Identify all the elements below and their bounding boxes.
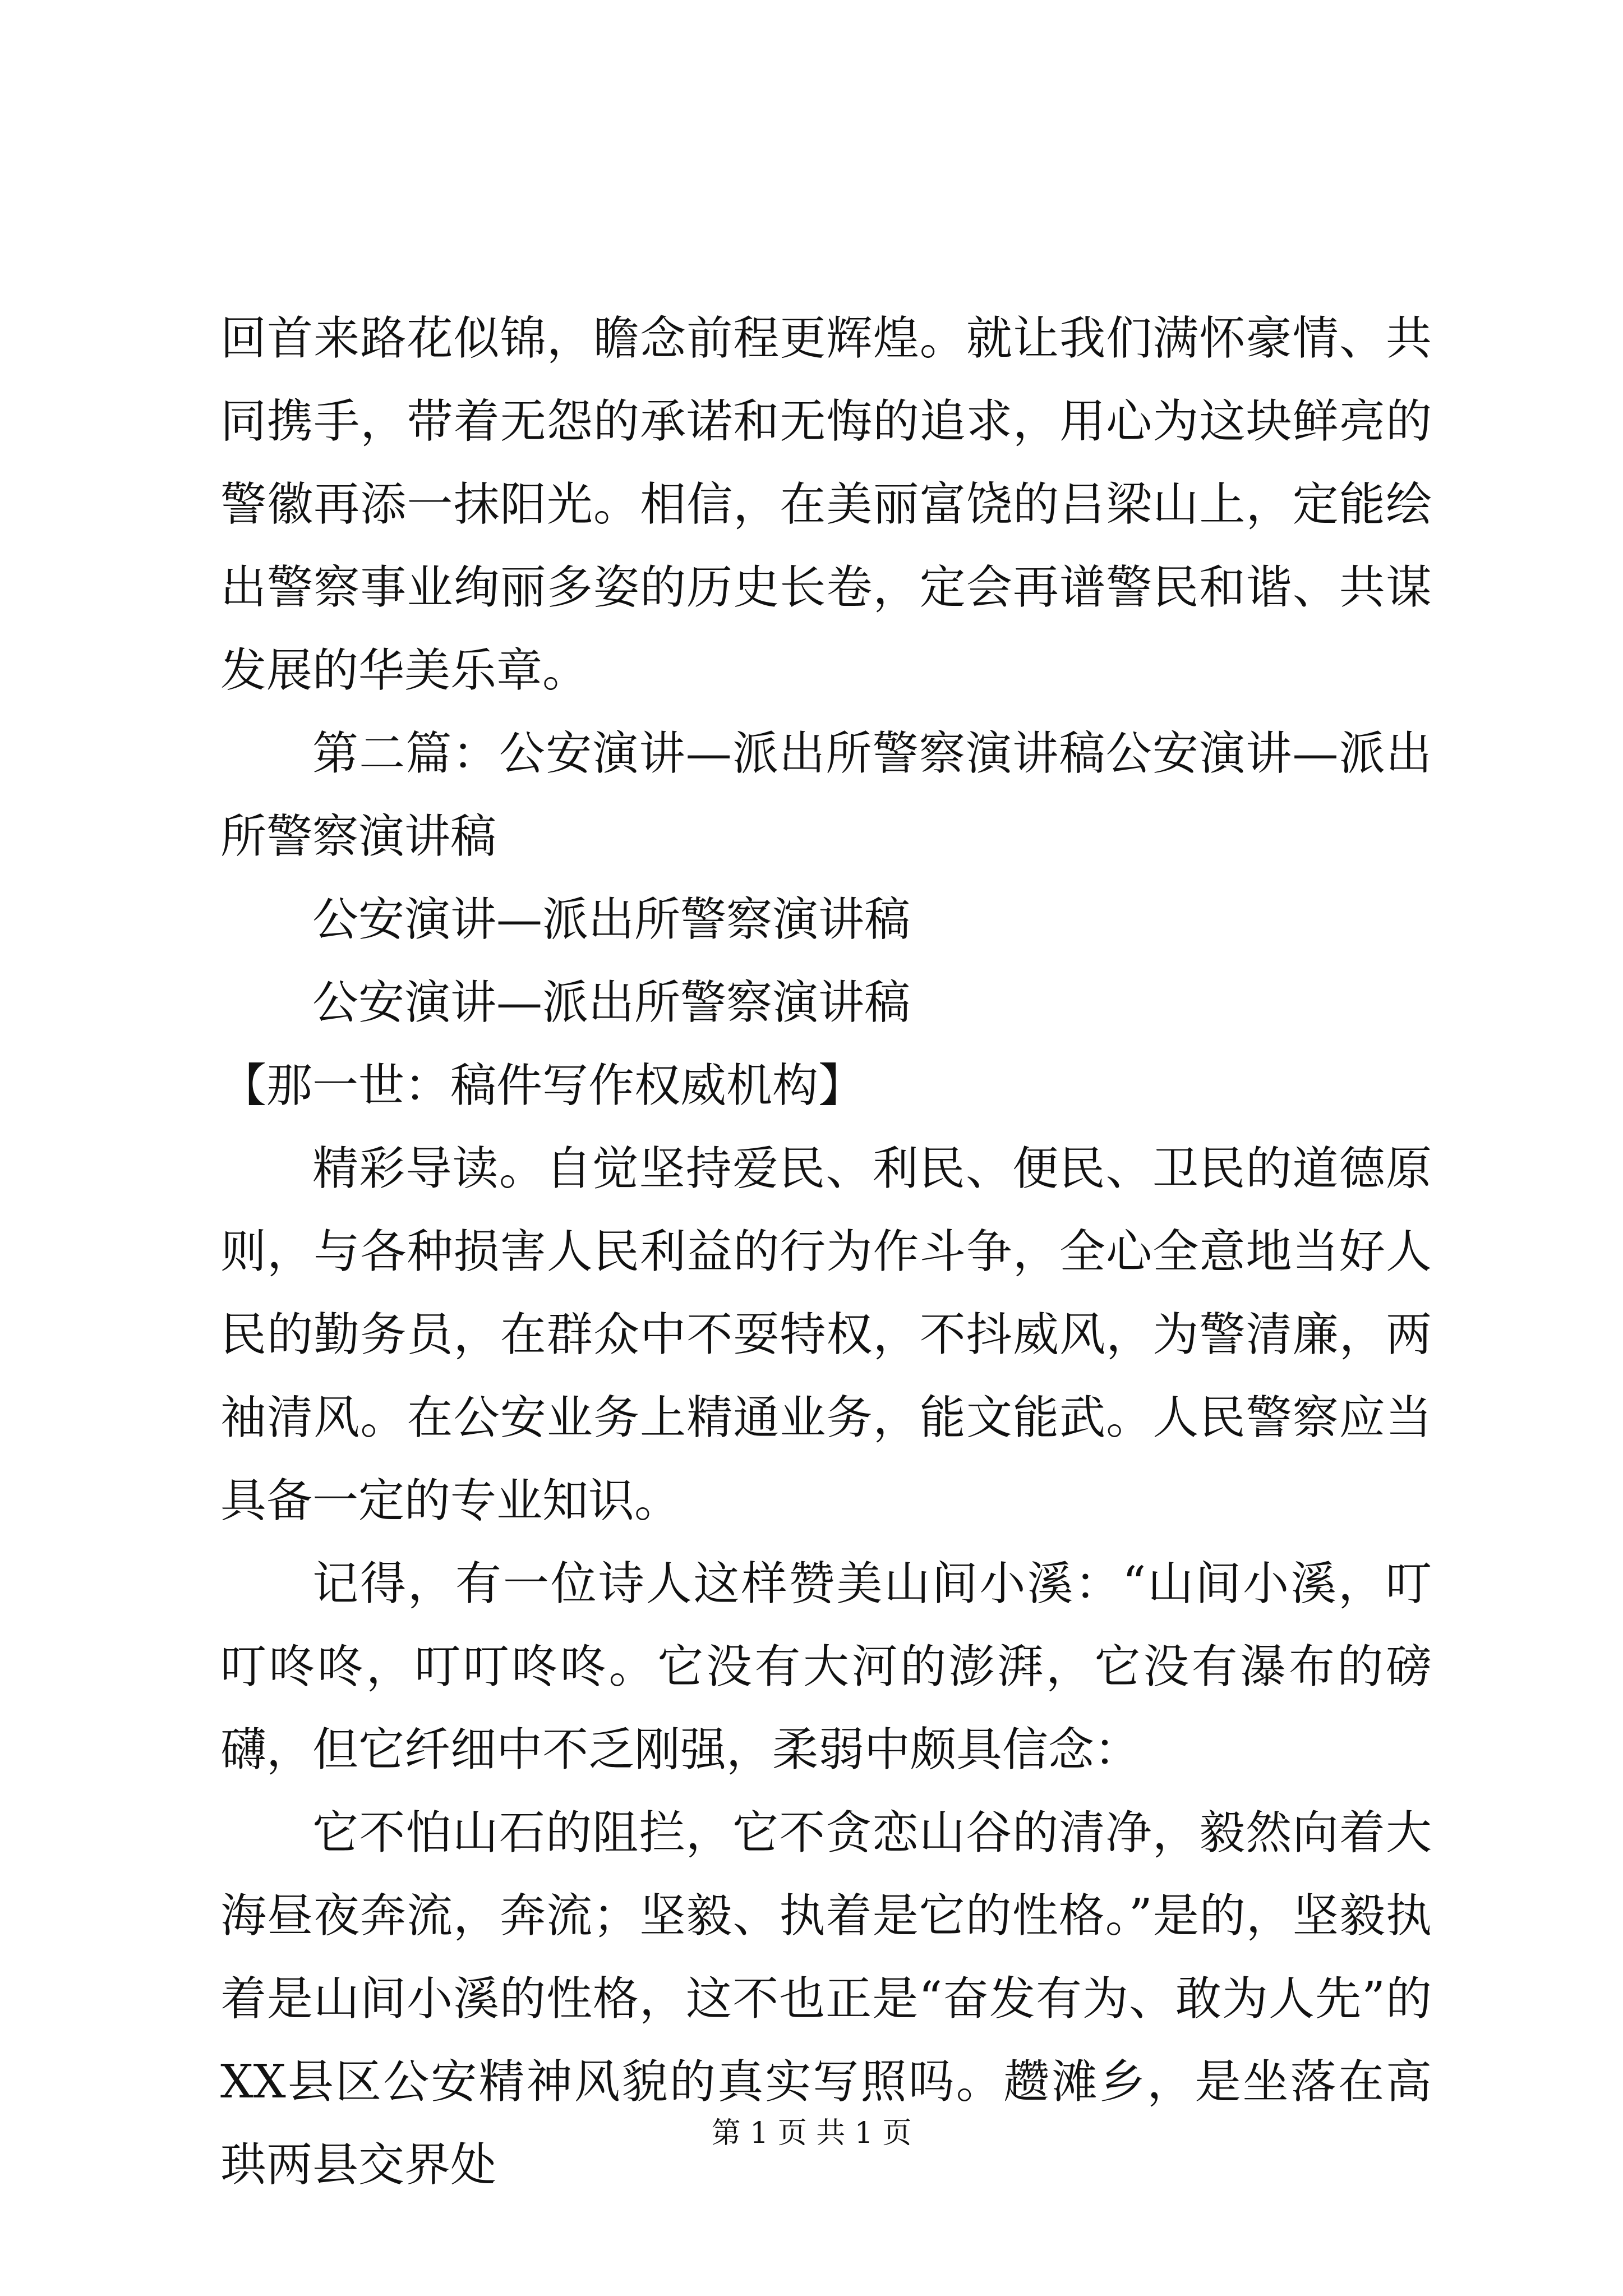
paragraph-body: 它不怕山石的阻拦，它不贪恋山谷的清净，毅然向着大海昼夜奔流，奔流；坚毅、执着是它的性格。”是的，坚毅执着是山间小溪的性格，这不也正是“奋发有为、敢为人先”的XX县区公安精神风貌的真实写照吗。趱滩乡，是坐落在高珙两县交界处: [220, 1806, 1432, 2192]
paragraph-intro: 精彩导读。自觉坚持爱民、利民、便民、卫民的道德原则，与各种损害人民利益的行为作斗争，全心全意地当好人民的勤务员，在群众中不耍特权，不抖威风，为警清廉，两袖清风。在公安业务上精通业务，能文能武。人民警察应当具备一定的专业知识。: [220, 1142, 1432, 1527]
page-number-footer: 第 1 页 共 1 页: [711, 2116, 912, 2150]
paragraph-source: 【那一世：稿件写作权威机构】: [220, 1059, 865, 1112]
paragraph-poem: 记得，有一位诗人这样赞美山间小溪：“山间小溪，叮叮咚咚，叮叮咚咚。它没有大河的澎湃，它没有瀑布的磅礴，但它纤细中不乏刚强，柔弱中颇具信念：: [220, 1557, 1432, 1777]
paragraph-closing: 回首来路花似锦，瞻念前程更辉煌。就让我们满怀豪情、共同携手，带着无怨的承诺和无悔的追求，用心为这块鲜亮的警徽再添一抹阳光。相信，在美丽富饶的吕梁山上，定能绘出警察事业绚丽多姿的历史长卷，定会再谱警民和谐、共谋发展的华美乐章。: [220, 312, 1432, 697]
paragraph-subtitle: 公安演讲—派出所警察演讲稿: [312, 893, 911, 946]
paragraph-subtitle-repeat: 公安演讲—派出所警察演讲稿: [312, 976, 911, 1029]
document-body: [220, 297, 1432, 2207]
paragraph-section-title: 第二篇：公安演讲—派出所警察演讲稿公安演讲—派出所警察演讲稿: [220, 727, 1432, 863]
